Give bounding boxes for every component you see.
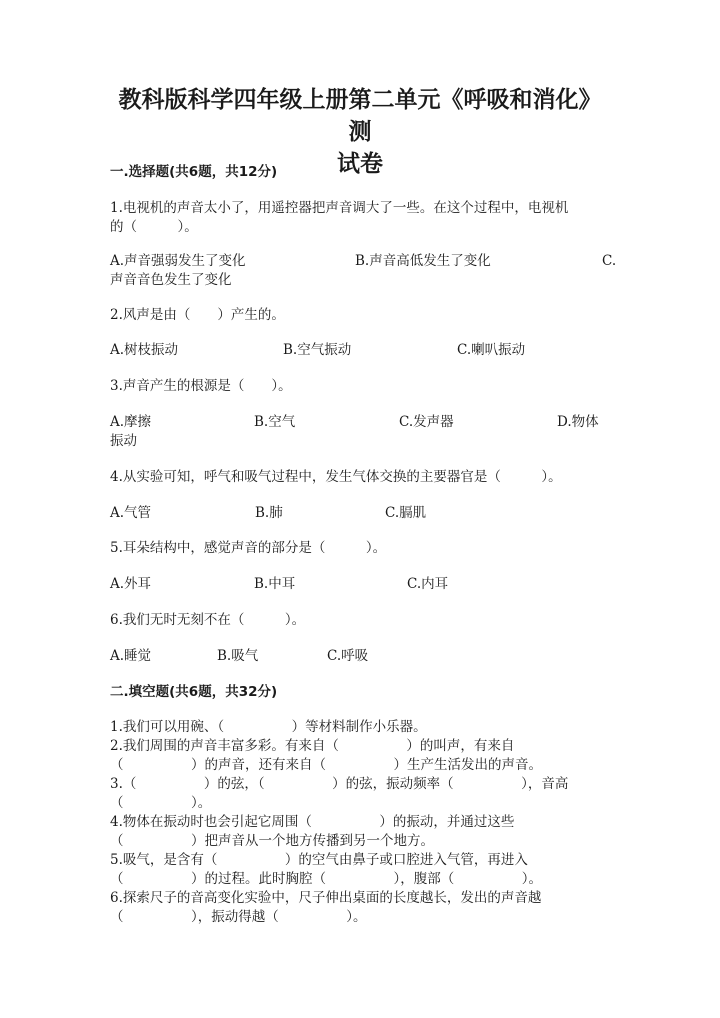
fill-line: （ ）的过程。此时胸腔（ ），腹部（ ）。 — [110, 871, 542, 887]
fill-line: （ ），振动得越（ ）。 — [110, 909, 367, 925]
option-b: B.声音高低发生了变化 — [355, 253, 491, 269]
option-b: B.中耳 — [254, 576, 296, 592]
fill-line: 6.探索尺子的音高变化实验中，尺子伸出桌面的长度越长，发出的声音越 — [110, 890, 542, 906]
section-heading-fill: 二.填空题(共6题，共32分) — [110, 684, 278, 700]
option-a: A.树枝振动 — [110, 342, 179, 358]
option-c: C.发声器 — [399, 414, 454, 430]
option-a: A.摩擦 — [110, 414, 152, 430]
question-stem-cont: 的（ ）。 — [110, 219, 198, 235]
fill-line: 2.我们周围的声音丰富多彩。有来自（ ）的叫声，有来自 — [110, 738, 515, 754]
option-c: C.内耳 — [407, 576, 449, 592]
option-b: B.空气振动 — [283, 342, 352, 358]
option-c: C.喇叭振动 — [457, 342, 526, 358]
fill-line: （ ）把声音从一个地方传播到另一个地方。 — [110, 833, 434, 849]
question-stem: 5.耳朵结构中，感觉声音的部分是（ ）。 — [110, 540, 387, 556]
option-a: A.声音强弱发生了变化 — [110, 253, 246, 269]
fill-line: 4.物体在振动时也会引起它周围（ ）的振动，并通过这些 — [110, 814, 515, 830]
option-c: C.呼吸 — [327, 648, 369, 664]
option-c: C. — [602, 253, 617, 269]
question-stem: 3.声音产生的根源是（ ）。 — [110, 378, 292, 394]
section-heading-choice: 一.选择题(共6题，共12分) — [110, 164, 278, 180]
option-c: C.膈肌 — [385, 505, 427, 521]
fill-line: （ ）。 — [110, 795, 212, 811]
question-stem: 2.风声是由（ ）产生的。 — [110, 307, 285, 323]
question-stem: 4.从实验可知，呼气和吸气过程中，发生气体交换的主要器官是（ ）。 — [110, 469, 562, 485]
option-a: A.气管 — [110, 505, 152, 521]
option-a: A.外耳 — [110, 576, 152, 592]
fill-line: （ ）的声音，还有来自（ ）生产生活发出的声音。 — [110, 757, 542, 773]
option-a: A.睡觉 — [110, 648, 152, 664]
title-line-1: 教科版科学四年级上册第二单元《呼吸和消化》测 — [118, 87, 602, 145]
option-d-wrap: 振动 — [110, 433, 137, 449]
option-b: B.吸气 — [217, 648, 259, 664]
fill-line: 1.我们可以用碗、（ ）等材料制作小乐器。 — [110, 719, 427, 735]
option-b: B.空气 — [254, 414, 296, 430]
fill-line: 5.吸气，是含有（ ）的空气由鼻子或口腔进入气管，再进入 — [110, 852, 528, 868]
fill-line: 3.（ ）的弦，（ ）的弦，振动频率（ ），音高 — [110, 776, 569, 792]
option-b: B.肺 — [255, 505, 283, 521]
question-stem: 1.电视机的声音太小了，用遥控器把声音调大了一些。在这个过程中，电视机 — [110, 200, 569, 216]
option-d: D.物体 — [557, 414, 599, 430]
option-c-wrap: 声音音色发生了变化 — [110, 272, 232, 288]
question-stem: 6.我们无时无刻不在（ ）。 — [110, 612, 306, 628]
title-line-2: 试卷 — [337, 151, 383, 177]
